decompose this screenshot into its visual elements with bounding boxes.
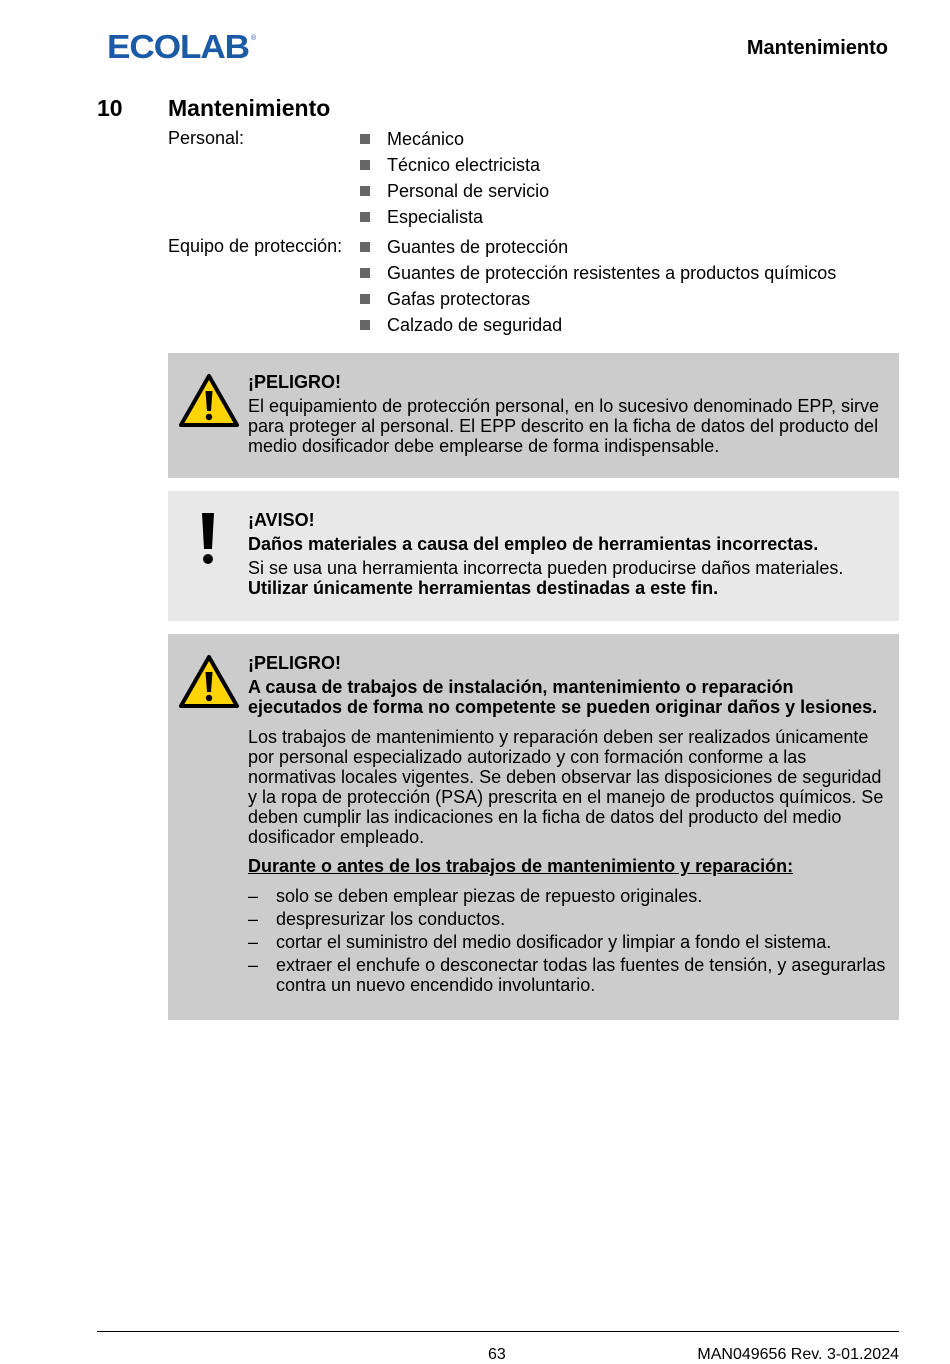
protection-list: [360, 234, 836, 338]
section-number: 10: [97, 95, 123, 121]
notice-text: Si se usa una herramienta incorrecta pueden producirse daños materiales.: [248, 558, 844, 578]
square-bullet-icon: [360, 160, 370, 170]
notice-box-tools: [168, 491, 899, 621]
warning-triangle-icon: [178, 654, 240, 709]
list-item: Gafas protectoras: [360, 286, 836, 312]
danger-box-epp: [168, 353, 899, 478]
square-bullet-icon: [360, 320, 370, 330]
section-title: Mantenimiento: [168, 95, 331, 121]
list-item: Guantes de protección resistentes a productos químicos: [360, 260, 836, 286]
square-bullet-icon: [360, 212, 370, 222]
square-bullet-icon: [360, 242, 370, 252]
signal-word: ¡PELIGRO!: [248, 372, 341, 392]
list-item: Calzado de seguridad: [360, 312, 836, 338]
danger-text: El equipamiento de protección personal, en lo sucesivo denominado EPP, sirve para proteger al personal. El EPP descrito en la ficha de datos del producto del medio dosificador debe emplearse de forma indispensable.: [248, 396, 880, 456]
list-item: Personal de servicio: [360, 178, 549, 204]
square-bullet-icon: [360, 186, 370, 196]
protection-label: Equipo de protección:: [168, 236, 343, 256]
list-item: – despresurizar los conductos.: [248, 909, 506, 929]
square-bullet-icon: [360, 134, 370, 144]
danger-subheading: Durante o antes de los trabajos de mantenimiento y reparación:: [248, 856, 794, 876]
list-item: Especialista: [360, 204, 549, 230]
list-item: – cortar el suministro del medio dosificador y limpiar a fondo el sistema.: [248, 932, 832, 952]
svg-text:ECOLAB: ECOLAB: [107, 31, 250, 61]
danger-heading: A causa de trabajos de instalación, mantenimiento o reparación ejecutados de forma no competente se pueden originar daños y lesiones.: [248, 677, 878, 717]
ecolab-logo: [107, 31, 257, 61]
notice-heading: Daños materiales a causa del empleo de herramientas incorrectas.: [248, 534, 819, 554]
header-title: Mantenimiento: [746, 37, 888, 59]
personal-list: [360, 126, 549, 230]
exclamation-icon: [196, 511, 220, 566]
list-item: – solo se deben emplear piezas de repuesto originales.: [248, 886, 703, 906]
danger-text: Los trabajos de mantenimiento y reparación deben ser realizados únicamente por personal especializado autorizado y con formación conforme a las normativas locales vigentes. Se deben observar las disposiciones de seguridad y la ropa de protección (PSA) prescrita en el manejo de productos químicos. Se deben cumplir las indicaciones en la ficha de datos del producto del medio dosificador empleado.: [248, 727, 884, 847]
list-item: Mecánico: [360, 126, 549, 152]
square-bullet-icon: [360, 294, 370, 304]
signal-word: ¡AVISO!: [248, 510, 315, 530]
danger-box-maintenance: [168, 634, 899, 1020]
list-item: – extraer el enchufe o desconectar todas las fuentes de tensión, y asegurarlas contra un nuevo encendido involuntario.: [248, 955, 886, 995]
square-bullet-icon: [360, 268, 370, 278]
personal-label: Personal:: [168, 128, 245, 148]
svg-text:®: ®: [251, 35, 257, 42]
list-item: Técnico electricista: [360, 152, 549, 178]
page-number: 63: [488, 1346, 506, 1363]
list-item: Guantes de protección: [360, 234, 836, 260]
notice-action: Utilizar únicamente herramientas destinadas a este fin.: [248, 578, 719, 598]
document-id: MAN049656 Rev. 3-01.2024: [697, 1346, 899, 1363]
warning-triangle-icon: [178, 373, 240, 428]
dash-list: [248, 886, 891, 995]
signal-word: ¡PELIGRO!: [248, 653, 341, 673]
footer-rule: [97, 1331, 899, 1332]
